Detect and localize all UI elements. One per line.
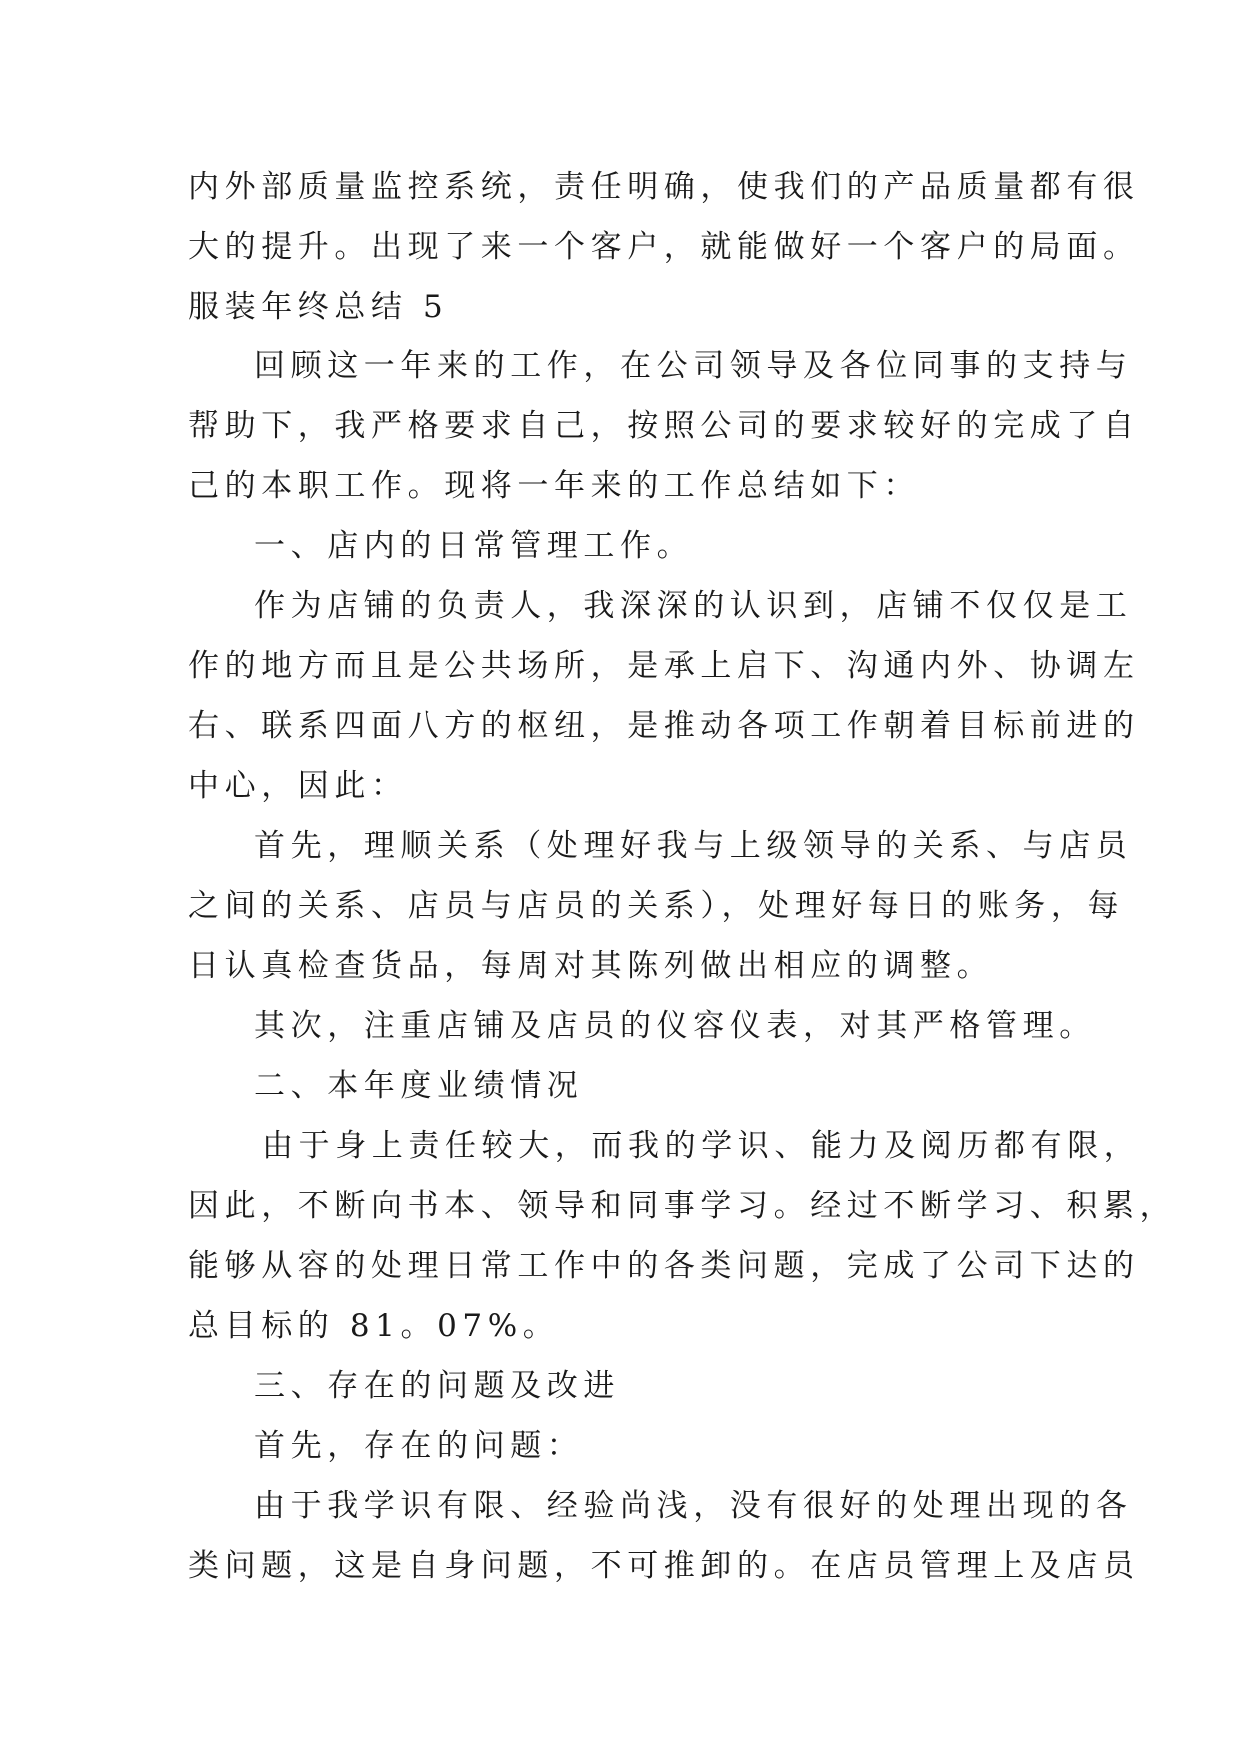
paragraph-line: 由于我学识有限、经验尚浅，没有很好的处理出现的各: [254, 1488, 1133, 1524]
paragraph-line: 其次，注重店铺及店员的仪容仪表，对其严格管理。: [254, 1008, 1096, 1044]
paragraph-line: 由于身上责任较大，而我的学识、能力及阅历都有限，: [262, 1128, 1141, 1164]
subsection-heading: 三、存在的问题及改进: [254, 1368, 620, 1404]
paragraph-line: 右、联系四面八方的枢纽，是推动各项工作朝着目标前进的: [188, 708, 1140, 744]
paragraph-line: 日认真检查货品，每周对其陈列做出相应的调整。: [188, 948, 994, 984]
paragraph-line: 能够从容的处理日常工作中的各类问题，完成了公司下达的: [188, 1248, 1140, 1284]
paragraph-line: 因此，不断向书本、领导和同事学习。经过不断学习、积累，: [188, 1188, 1177, 1224]
paragraph-line: 帮助下，我严格要求自己，按照公司的要求较好的完成了自: [188, 408, 1140, 444]
paragraph-line: 作为店铺的负责人，我深深的认识到，店铺不仅仅是工: [254, 588, 1133, 624]
paragraph-line: 首先，理顺关系（处理好我与上级领导的关系、与店员: [254, 828, 1133, 864]
paragraph-line: 类问题，这是自身问题，不可推卸的。在店员管理上及店员: [188, 1548, 1140, 1584]
paragraph-line: 之间的关系、店员与店员的关系），处理好每日的账务，每: [188, 888, 1125, 924]
paragraph-line: 内外部质量监控系统，责任明确，使我们的产品质量都有很: [188, 169, 1140, 205]
subsection-heading: 二、本年度业绩情况: [254, 1068, 584, 1104]
paragraph-line: 作的地方而且是公共场所，是承上启下、沟通内外、协调左: [188, 648, 1140, 684]
section-heading: 服装年终总结 5: [188, 289, 449, 325]
paragraph-line: 总目标的 81。07%。: [188, 1308, 560, 1344]
paragraph-line: 己的本职工作。现将一年来的工作总结如下：: [188, 468, 920, 504]
paragraph-line: 中心，因此：: [188, 768, 408, 804]
paragraph-line: 回顾这一年来的工作，在公司领导及各位同事的支持与: [254, 348, 1133, 384]
paragraph-line: 首先，存在的问题：: [254, 1428, 584, 1464]
paragraph-line: 大的提升。出现了来一个客户，就能做好一个客户的局面。: [188, 229, 1140, 265]
subsection-heading: 一、店内的日常管理工作。: [254, 528, 694, 564]
